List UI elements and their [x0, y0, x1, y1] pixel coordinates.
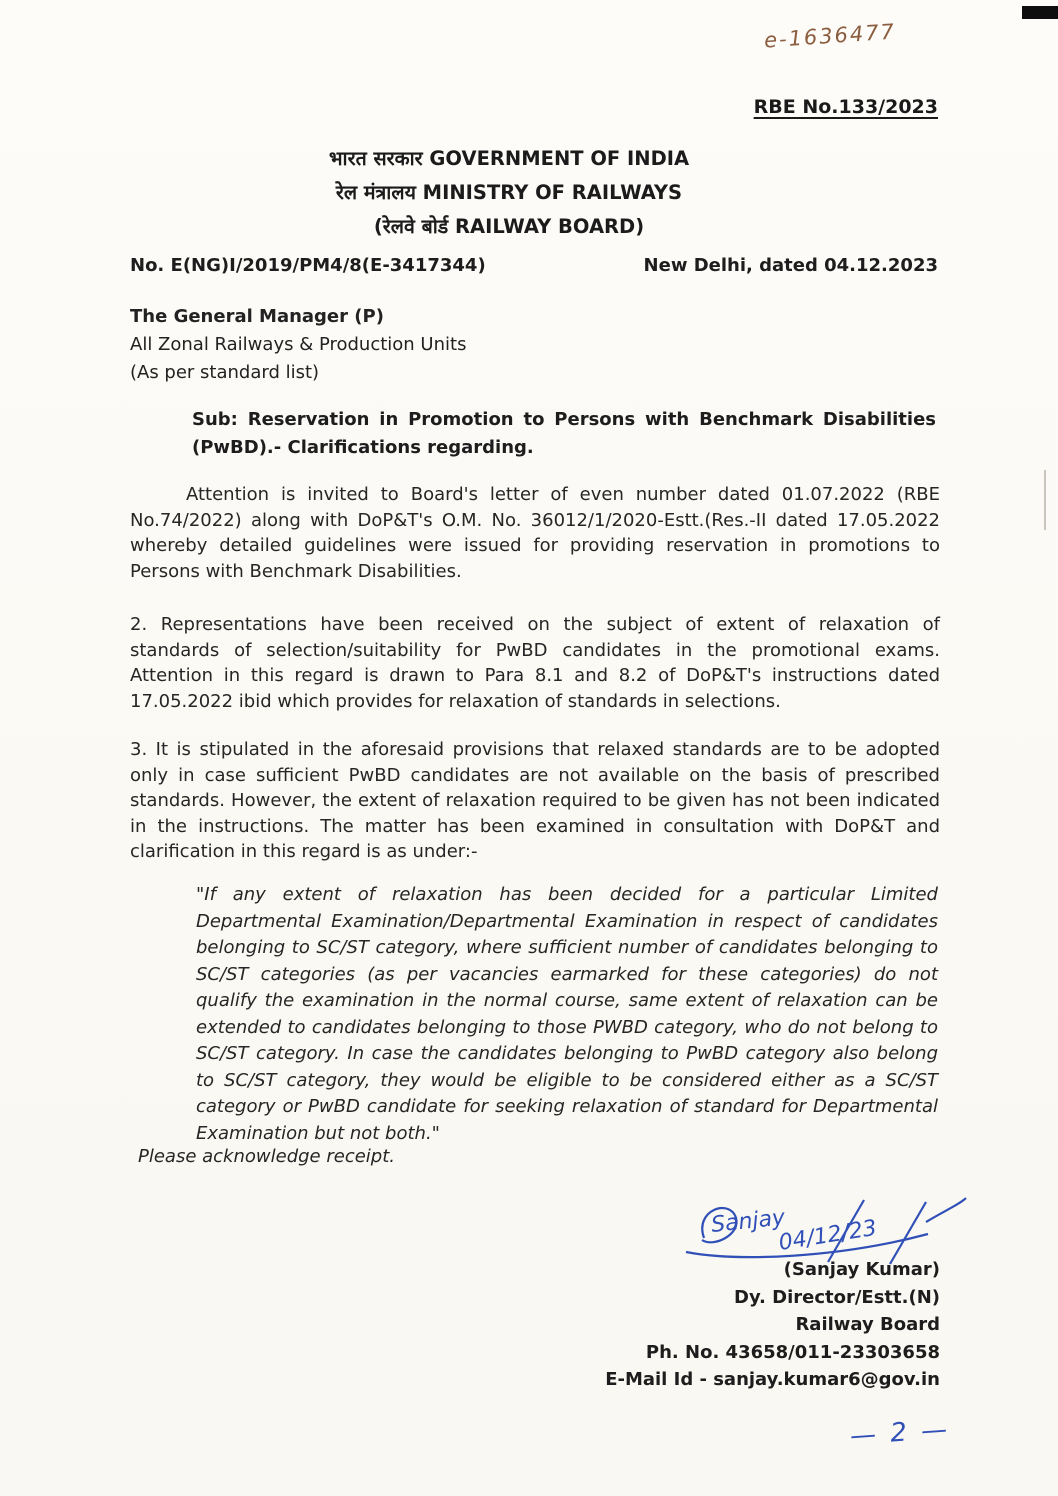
addressee-org: All Zonal Railways & Production Units — [130, 334, 467, 355]
signatory-designation: Dy. Director/Estt.(N) — [734, 1286, 940, 1308]
quoted-clarification: "If any extent of relaxation has been decided for a particular Limited Departmental Examination/Departmental Examination in respect of candidates belonging to SC/ST category, where sufficient number of candidates belonging to SC/ST categories (as per vacancies earmarked for these categories) do not qualify the examination in the normal course, same extent of relaxation can be extended to candidates belonging to those PWBD category, who do not belong to SC/ST category. In case the candidates belonging to PwBD category also belong to SC/ST category, they would be eligible to be considered either as a SC/ST category or PwBD candidate for seeking relaxation of standard for Departmental Examination but not both." — [196, 884, 938, 1144]
paragraph-1: Attention is invited to Board's letter of even number dated 01.07.2022 (RBE No.74/2022) along with DoP&T's O.M. No. 36012/1/2020-Estt.(Res.-II dated 17.05.2022 whereby detailed guidelines were issued for providing reservation in promotions to Persons with Benchmark Disabilities. — [130, 484, 940, 582]
signature-hand-name: Sanjay — [710, 1205, 787, 1238]
letterhead — [0, 142, 1018, 244]
addressee-block — [130, 303, 466, 387]
rbe-number: RBE No.133/2023 — [753, 96, 938, 118]
scan-corner-mark — [1022, 6, 1058, 19]
scan-edge-artifact — [1044, 470, 1046, 530]
file-reference-number: No. E(NG)I/2019/PM4/8(E-3417344) — [130, 255, 486, 276]
handwritten-file-number: e-1636477 — [763, 19, 897, 53]
addressee-note: (As per standard list) — [130, 362, 320, 383]
addressee-title: The General Manager (P) — [130, 306, 384, 327]
signatory-phone: Ph. No. 43658/011-23303658 — [645, 1341, 940, 1363]
signature-block — [605, 1256, 940, 1394]
letterhead-government-line: भारत सरकार GOVERNMENT OF INDIA — [328, 147, 690, 170]
letterhead-ministry-line: रेल मंत्रालय MINISTRY OF RAILWAYS — [335, 181, 683, 204]
paragraph-2: 2. Representations have been received on the subject of extent of relaxation of standards of selection/suitability for PwBD candidates in the promotional exams. Attention in this regard is drawn to Para 8.1 and 8.2 of DoP&T's instructions dated 17.05.2022 ibid which provides for relaxation of standards in selections. — [130, 614, 940, 712]
handwritten-page-mark: — 2 — — [848, 1414, 951, 1452]
paragraph-3: 3. It is stipulated in the aforesaid provisions that relaxed standards are to be adopted only in case sufficient PwBD candidates are not available on the basis of prescribed standards. However, the extent of relaxation required to be given has not been indicated in the instructions. The matter has been examined in consultation with DoP&T and clarification in this regard is as under:- — [130, 739, 940, 862]
signature-hand-date: 04/12/23 — [777, 1215, 879, 1256]
acknowledge-line: Please acknowledge receipt. — [138, 1146, 396, 1167]
subject-line: Sub: Reservation in Promotion to Persons with Benchmark Disabilities (PwBD).- Clarifications regarding. — [192, 409, 936, 458]
signatory-name: (Sanjay Kumar) — [783, 1259, 940, 1280]
signatory-email: E-Mail Id - sanjay.kumar6@gov.in — [605, 1369, 940, 1390]
place-and-date: New Delhi, dated 04.12.2023 — [643, 255, 938, 276]
letterhead-board-line: (रेलवे बोर्ड RAILWAY BOARD) — [373, 215, 645, 238]
signatory-organization: Railway Board — [795, 1314, 940, 1335]
reference-line — [130, 255, 938, 276]
